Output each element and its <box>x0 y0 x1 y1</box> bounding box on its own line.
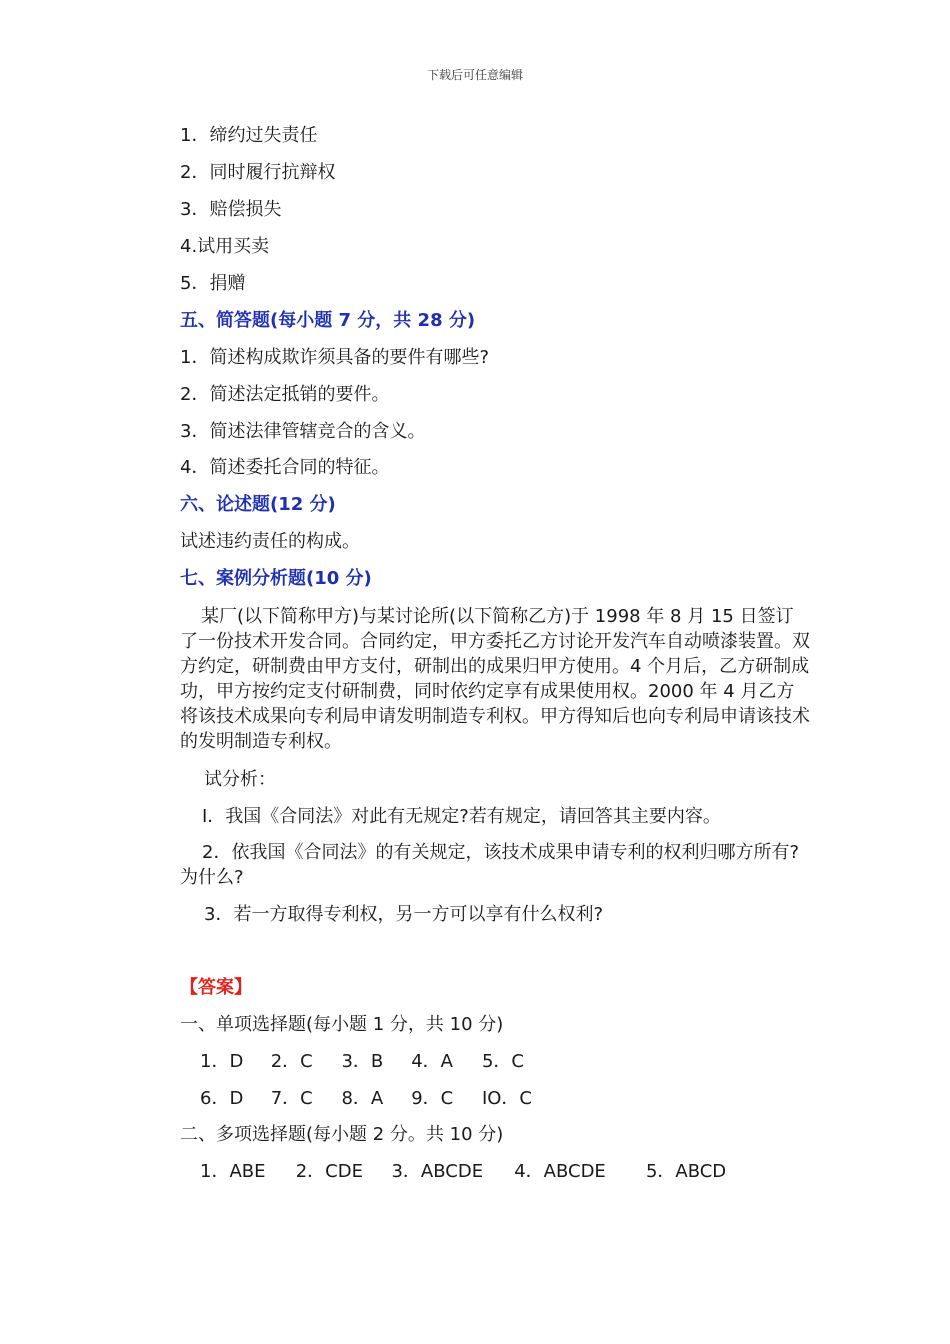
case-question-2: 2．依我国《合同法》的有关规定，该技术成果申请专利的权利归哪方所有?为什么? <box>180 842 800 888</box>
answers-title: 【答案】 <box>180 977 252 998</box>
section5-item-4: 4．简述委托合同的特征。 <box>180 457 390 478</box>
case-question-2-block <box>180 840 810 890</box>
answers-part1-row1 <box>200 1050 524 1074</box>
case-paragraph <box>180 604 810 754</box>
term-item-4: 4.试用买卖 <box>180 236 270 257</box>
term-item-5: 5．捐赠 <box>180 273 246 294</box>
section7-title: 七、案例分析题(10 分) <box>180 568 372 589</box>
answer-item: 2．CDE <box>295 1161 363 1182</box>
answer-item: 1．D <box>200 1051 244 1072</box>
answer-item: 7．C <box>270 1088 313 1109</box>
section5-title: 五、简答题(每小题 7 分，共 28 分) <box>180 310 476 331</box>
answer-item: 5．ABCD <box>645 1161 727 1182</box>
section5-item-1: 1．简述构成欺诈须具备的要件有哪些? <box>180 347 490 368</box>
answer-item: 4．A <box>411 1051 453 1072</box>
term-item-2: 2．同时履行抗辩权 <box>180 162 336 183</box>
answer-item: 1．ABE <box>200 1161 266 1182</box>
section5-item-2: 2．简述法定抵销的要件。 <box>180 384 390 405</box>
answer-item: 2．C <box>270 1051 313 1072</box>
term-item-1: 1．缔约过失责任 <box>180 125 318 146</box>
answer-item: IO．C <box>481 1088 532 1109</box>
answers-part2-title: 二、多项选择题(每小题 2 分。共 10 分) <box>180 1124 504 1145</box>
answer-item: 8．A <box>341 1088 384 1109</box>
answer-item: 9．C <box>411 1088 454 1109</box>
section6-question: 试述违约责任的构成。 <box>180 531 360 552</box>
answers-part2-row1 <box>200 1160 726 1184</box>
case-question-3: 3．若一方取得专利权，另一方可以享有什么权利? <box>204 904 604 925</box>
term-item-3: 3．赔偿损失 <box>180 199 282 220</box>
page-header: 下载后可任意编辑 <box>426 68 523 82</box>
section6-title: 六、论述题(12 分) <box>180 494 336 515</box>
section5-item-3: 3．简述法律管辖竞合的含义。 <box>180 421 426 442</box>
answer-item: 4．ABCDE <box>514 1161 606 1182</box>
case-text: 某厂(以下简称甲方)与某讨论所(以下简称乙方)于 1998 年 8 月 15 日签订了一份技术开发合同。合同约定，甲方委托乙方讨论开发汽车自动喷漆装置。双方约定，研制费由甲方支付，研制出的成果归甲方使用。4 个月后，乙方研制成功，甲方按约定支付研制费，同时依约定享有成果使用权。2000 年 4 月乙方将该技术成果向专利局申请发明制造专利权。甲方得知后也向专利局申请该技术的发明制造专利权。 <box>180 606 810 752</box>
answer-item: 6．D <box>200 1088 244 1109</box>
answer-item: 5．C <box>481 1051 524 1072</box>
answer-item: 3．B <box>341 1051 384 1072</box>
answers-part1-row2 <box>200 1087 532 1111</box>
answers-part1-title: 一、单项选择题(每小题 1 分，共 10 分) <box>180 1014 504 1035</box>
answer-item: 3．ABCDE <box>391 1161 484 1182</box>
case-question-1: I．我国《合同法》对此有无规定?若有规定，请回答其主要内容。 <box>202 806 721 827</box>
case-prompt: 试分析： <box>204 769 276 790</box>
